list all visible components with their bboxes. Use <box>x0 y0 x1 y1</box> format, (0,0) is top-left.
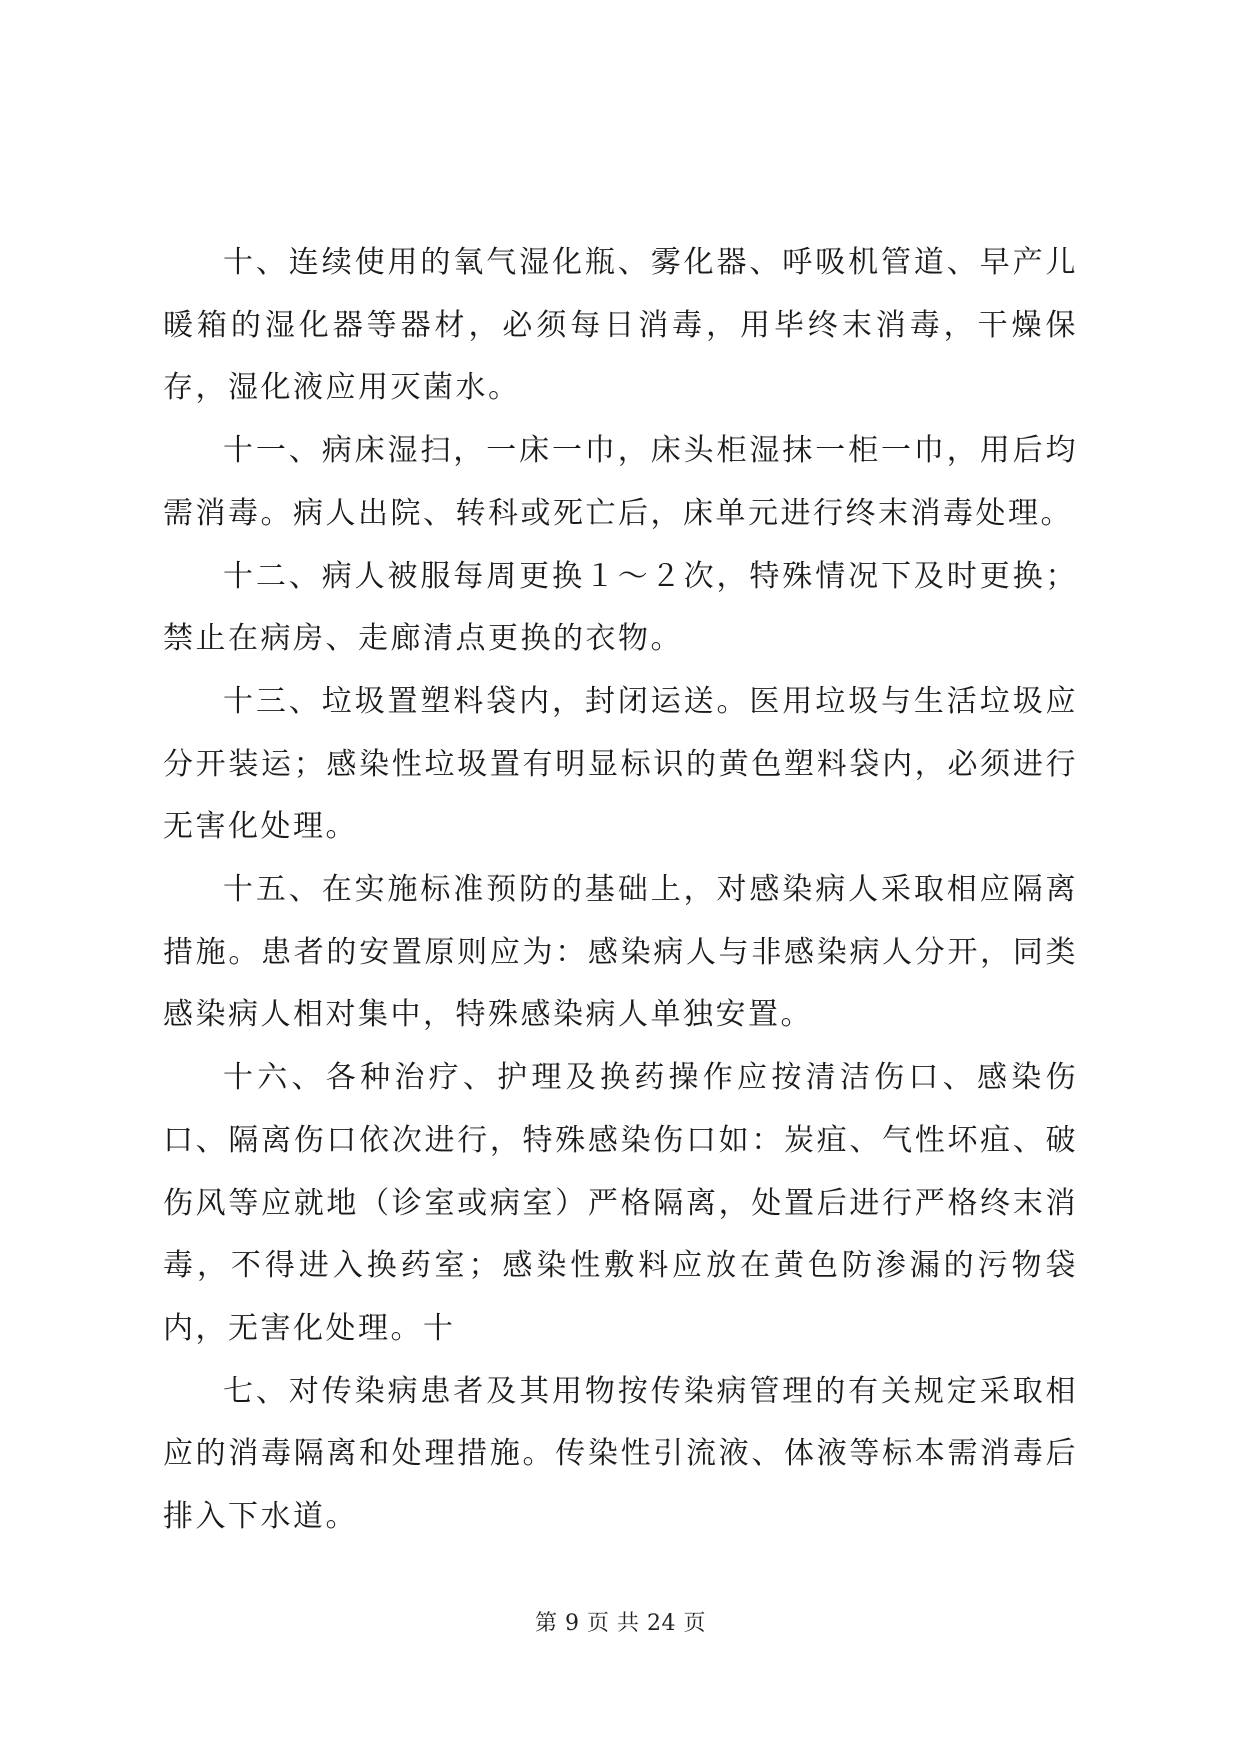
paragraph-15: 十五、在实施标准预防的基础上，对感染病人采取相应隔离措施。患者的安置原则应为：感染病人与非感染病人分开，同类感染病人相对集中，特殊感染病人单独安置。 <box>163 872 1078 1033</box>
document-body <box>163 232 1078 1549</box>
paragraph-13: 十三、垃圾置塑料袋内，封闭运送。医用垃圾与生活垃圾应分开装运；感染性垃圾置有明显标识的黄色塑料袋内，必须进行无害化处理。 <box>163 683 1078 845</box>
page-number-footer: 第 9 页 共 24 页 <box>535 1611 706 1636</box>
paragraph-10: 十、连续使用的氧气湿化瓶、雾化器、呼吸机管道、早产儿暖箱的湿化器等器材，必须每日消毒，用毕终末消毒，干燥保存，湿化液应用灭菌水。 <box>163 245 1078 406</box>
paragraph-17: 七、对传染病患者及其用物按传染病管理的有关规定采取相应的消毒隔离和处理措施。传染性引流液、体液等标本需消毒后排入下水道。 <box>163 1373 1078 1535</box>
paragraph-11: 十一、病床湿扫，一床一巾，床头柜湿抹一柜一巾，用后均需消毒。病人出院、转科或死亡后，床单元进行终末消毒处理。 <box>163 433 1078 531</box>
paragraph-12: 十二、病人被服每周更换１～２次，特殊情况下及时更换；禁止在病房、走廊清点更换的衣物。 <box>163 558 1078 657</box>
paragraph-16: 十六、各种治疗、护理及换药操作应按清洁伤口、感染伤口、隔离伤口依次进行，特殊感染伤口如：炭疽、气性坏疽、破伤风等应就地（诊室或病室）严格隔离，处置后进行严格终末消毒，不得进入换药室；感染性敷料应放在黄色防渗漏的污物袋内，无害化处理。十 <box>163 1060 1078 1346</box>
